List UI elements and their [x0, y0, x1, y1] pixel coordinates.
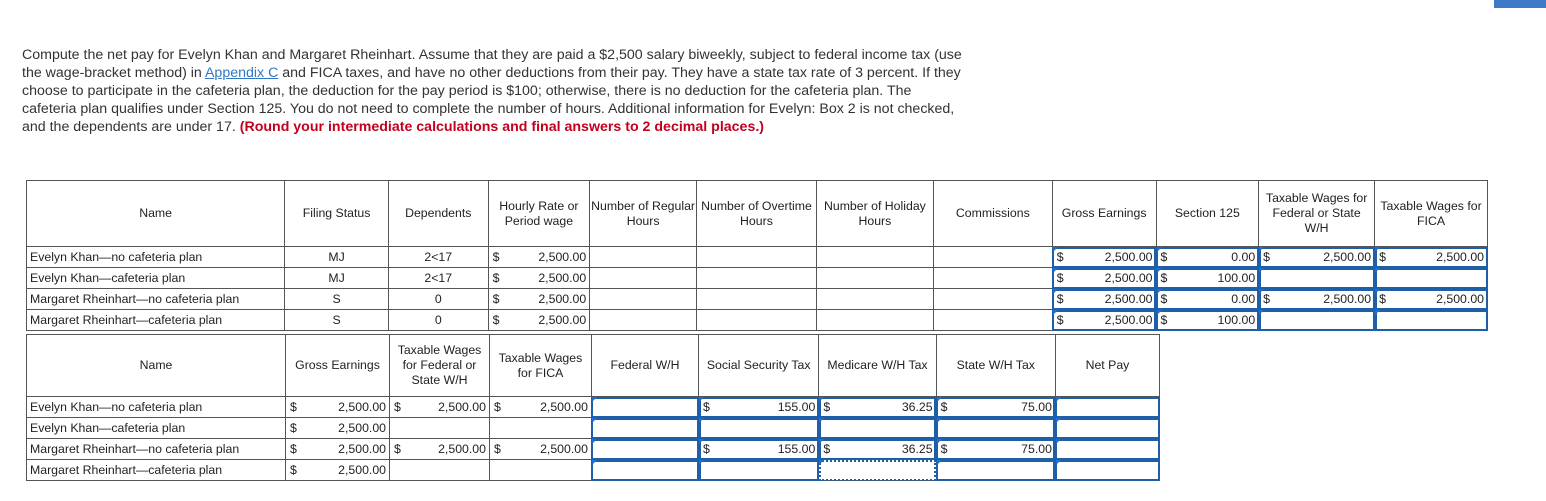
payroll-input-table	[26, 180, 1488, 331]
header-net-pay: Net Pay	[1055, 335, 1159, 397]
currency-symbol: $	[1056, 292, 1064, 306]
taxable-fica	[489, 460, 591, 481]
taxable-fed-input[interactable]	[1259, 247, 1375, 268]
taxable-fica-input[interactable]	[1375, 268, 1488, 289]
gross-earnings	[286, 397, 390, 418]
gross-earnings-value: 2,500.00	[338, 442, 387, 456]
taxable-fed-input-value[interactable]: 2,500.00	[1323, 292, 1372, 306]
header-social-security: Social Security Tax	[699, 335, 819, 397]
taxable-fed-value: 2,500.00	[438, 442, 486, 456]
currency-symbol: $	[1379, 292, 1386, 306]
problem-statement	[22, 46, 967, 136]
state-wh-input[interactable]	[936, 397, 1055, 418]
currency-symbol: $	[703, 400, 710, 414]
employee-name: Margaret Rheinhart—cafeteria plan	[27, 310, 285, 331]
social-security-input[interactable]	[699, 460, 819, 481]
header-taxable-fica: Taxable Wages for FICA	[1375, 181, 1488, 247]
header-holiday-hours: Number of Holiday Hours	[816, 181, 933, 247]
top-accent-bar	[1494, 0, 1546, 8]
currency-symbol: $	[290, 421, 297, 435]
taxable-fica-input-value[interactable]: 2,500.00	[1436, 250, 1484, 264]
table2-header-row	[27, 335, 1160, 397]
commissions-input[interactable]	[933, 268, 1052, 289]
taxable-fica-input-value[interactable]: 2,500.00	[1436, 292, 1484, 306]
header-dependents: Dependents	[388, 181, 488, 247]
taxable-fed	[390, 460, 490, 481]
currency-symbol: $	[823, 400, 831, 414]
taxable-fica	[489, 418, 591, 439]
medicare-input[interactable]	[819, 439, 936, 460]
header-taxable-fed: Taxable Wages for Federal or State W/H	[390, 335, 490, 397]
state-wh-input[interactable]	[936, 418, 1055, 439]
section-125-input[interactable]	[1156, 289, 1259, 310]
gross-earnings-value: 2,500.00	[338, 421, 387, 435]
gross-earnings	[286, 418, 390, 439]
header-gross-earnings: Gross Earnings	[286, 335, 390, 397]
table-row	[27, 247, 1488, 268]
currency-symbol: $	[1160, 271, 1168, 285]
medicare-input[interactable]	[819, 397, 936, 418]
gross-earnings-input[interactable]	[1052, 268, 1156, 289]
taxable-fica-value: 2,500.00	[540, 400, 588, 414]
table-row	[27, 460, 1160, 481]
header-taxable-fica: Taxable Wages for FICA	[489, 335, 591, 397]
currency-symbol: $	[290, 442, 297, 456]
period-wage	[488, 289, 590, 310]
problem-text-continued: and FICA taxes, and have no other deductions from their pay. They have a state tax rate of 3 percent. If they choose to participate in the cafeteria plan, the deduction for the pay period is $100; otherwise, there is no deduction for the cafeteria plan. The cafeteria plan qualifies under Section 125. You do not need to complete the number of hours. Additional information for Evelyn: Box 2 is not checked, and the dependents are under 17.	[22, 65, 961, 135]
currency-symbol: $	[1160, 292, 1168, 306]
social-security-input[interactable]	[699, 439, 819, 460]
currency-symbol: $	[1056, 250, 1064, 264]
filing-status: S	[285, 289, 389, 310]
overtime-hours-input[interactable]	[696, 289, 816, 310]
state-wh-input[interactable]	[936, 460, 1055, 481]
table-row	[27, 289, 1488, 310]
employee-name: Margaret Rheinhart—no cafeteria plan	[27, 439, 286, 460]
dependents: 0	[388, 289, 488, 310]
employee-name: Evelyn Khan—no cafeteria plan	[27, 397, 286, 418]
medicare-input-value[interactable]: 36.25	[901, 442, 933, 456]
header-rate: Hourly Rate or Period wage	[488, 181, 590, 247]
currency-symbol: $	[1263, 292, 1271, 306]
currency-symbol: $	[1056, 313, 1064, 327]
gross-earnings-input-value[interactable]: 2,500.00	[1104, 250, 1153, 264]
rounding-instruction: (Round your intermediate calculations and final answers to 2 decimal places.)	[239, 119, 765, 135]
currency-symbol: $	[492, 250, 500, 264]
header-section-125: Section 125	[1156, 181, 1259, 247]
social-security-input[interactable]	[699, 397, 819, 418]
header-federal-wh: Federal W/H	[591, 335, 698, 397]
table-row	[27, 439, 1160, 460]
net-pay-table	[26, 334, 1160, 481]
net-pay-input[interactable]	[1055, 460, 1159, 481]
period-wage	[488, 268, 590, 289]
social-security-input-value[interactable]: 155.00	[777, 400, 816, 414]
appendix-c-link[interactable]: Appendix C	[204, 65, 279, 81]
taxable-fed-value: 2,500.00	[438, 400, 486, 414]
overtime-hours-input[interactable]	[696, 247, 816, 268]
medicare-input[interactable]	[819, 418, 936, 439]
currency-symbol: $	[703, 442, 710, 456]
gross-earnings	[286, 460, 390, 481]
currency-symbol: $	[1056, 271, 1064, 285]
section-125-input[interactable]	[1156, 268, 1259, 289]
taxable-fed	[390, 439, 490, 460]
gross-earnings-input[interactable]	[1052, 247, 1156, 268]
currency-symbol: $	[493, 400, 501, 414]
federal-wh-input[interactable]	[591, 397, 698, 418]
header-name: Name	[27, 335, 286, 397]
period-wage	[488, 247, 590, 268]
table-row	[27, 310, 1488, 331]
holiday-hours-input[interactable]	[816, 289, 933, 310]
header-regular-hours: Number of Regular Hours	[590, 181, 697, 247]
medicare-input-value[interactable]: 36.25	[901, 400, 933, 414]
header-name: Name	[27, 181, 285, 247]
header-overtime-hours: Number of Overtime Hours	[696, 181, 816, 247]
employee-name: Evelyn Khan—cafeteria plan	[27, 268, 285, 289]
period-wage-value: 2,500.00	[538, 292, 587, 306]
currency-symbol: $	[290, 400, 297, 414]
table1-header-row	[27, 181, 1488, 247]
section-125-input-value[interactable]: 0.00	[1231, 292, 1256, 306]
currency-symbol: $	[1263, 250, 1271, 264]
regular-hours-input[interactable]	[590, 310, 697, 331]
header-state-wh: State W/H Tax	[936, 335, 1055, 397]
state-wh-input-value[interactable]: 75.00	[1021, 442, 1052, 456]
regular-hours-input[interactable]	[590, 247, 697, 268]
state-wh-input-value[interactable]: 75.00	[1021, 400, 1052, 414]
taxable-fica-input[interactable]	[1375, 247, 1488, 268]
currency-symbol: $	[1160, 313, 1168, 327]
currency-symbol: $	[394, 400, 401, 414]
dependents: 0	[388, 310, 488, 331]
section-125-input[interactable]	[1156, 247, 1259, 268]
period-wage-value: 2,500.00	[538, 313, 587, 327]
federal-wh-input[interactable]	[591, 418, 698, 439]
currency-symbol: $	[493, 442, 501, 456]
commissions-input[interactable]	[933, 247, 1052, 268]
overtime-hours-input[interactable]	[696, 310, 816, 331]
table-row	[27, 268, 1488, 289]
employee-name: Evelyn Khan—no cafeteria plan	[27, 247, 285, 268]
currency-symbol: $	[940, 400, 948, 414]
currency-symbol: $	[1160, 250, 1168, 264]
employee-name: Evelyn Khan—cafeteria plan	[27, 418, 286, 439]
net-pay-input[interactable]	[1055, 397, 1159, 418]
net-pay-input[interactable]	[1055, 418, 1159, 439]
net-pay-input[interactable]	[1055, 439, 1159, 460]
gross-earnings-input-value[interactable]: 2,500.00	[1104, 292, 1153, 306]
social-security-input-value[interactable]: 155.00	[777, 442, 816, 456]
gross-earnings-value: 2,500.00	[338, 400, 387, 414]
currency-symbol: $	[290, 463, 297, 477]
table-row	[27, 418, 1160, 439]
period-wage-value: 2,500.00	[538, 271, 587, 285]
holiday-hours-input[interactable]	[816, 268, 933, 289]
section-125-input-value[interactable]: 0.00	[1231, 250, 1256, 264]
federal-wh-input[interactable]	[591, 460, 698, 481]
taxable-fed-input[interactable]	[1259, 268, 1375, 289]
filing-status: MJ	[285, 268, 389, 289]
filing-status: S	[285, 310, 389, 331]
federal-wh-input[interactable]	[591, 439, 698, 460]
header-taxable-fed: Taxable Wages for Federal or State W/H	[1259, 181, 1375, 247]
table-row	[27, 397, 1160, 418]
taxable-fed-input-value[interactable]: 2,500.00	[1323, 250, 1372, 264]
state-wh-input[interactable]	[936, 439, 1055, 460]
taxable-fica	[489, 439, 591, 460]
holiday-hours-input[interactable]	[816, 310, 933, 331]
regular-hours-input[interactable]	[590, 268, 697, 289]
currency-symbol: $	[940, 442, 948, 456]
commissions-input[interactable]	[933, 310, 1052, 331]
taxable-fica-input[interactable]	[1375, 289, 1488, 310]
gross-earnings	[286, 439, 390, 460]
taxable-fica	[489, 397, 591, 418]
filing-status: MJ	[285, 247, 389, 268]
holiday-hours-input[interactable]	[816, 247, 933, 268]
period-wage	[488, 310, 590, 331]
taxable-fed-input[interactable]	[1259, 310, 1375, 331]
gross-earnings-input[interactable]	[1052, 310, 1156, 331]
medicare-input[interactable]	[819, 460, 936, 481]
taxable-fica-input[interactable]	[1375, 310, 1488, 331]
currency-symbol: $	[492, 292, 500, 306]
header-gross-earnings: Gross Earnings	[1052, 181, 1156, 247]
section-125-input-value[interactable]: 100.00	[1217, 313, 1256, 327]
currency-symbol: $	[492, 271, 500, 285]
header-filing-status: Filing Status	[285, 181, 389, 247]
gross-earnings-input-value[interactable]: 2,500.00	[1104, 313, 1153, 327]
header-medicare: Medicare W/H Tax	[819, 335, 936, 397]
currency-symbol: $	[492, 313, 500, 327]
dependents: 2<17	[388, 247, 488, 268]
taxable-fed	[390, 418, 490, 439]
gross-earnings-value: 2,500.00	[338, 463, 387, 477]
header-commissions: Commissions	[933, 181, 1052, 247]
section-125-input[interactable]	[1156, 310, 1259, 331]
taxable-fed-input[interactable]	[1259, 289, 1375, 310]
currency-symbol: $	[1379, 250, 1386, 264]
employee-name: Margaret Rheinhart—cafeteria plan	[27, 460, 286, 481]
problem-text: Compute the net pay for Evelyn Khan and Margaret Rheinhart. Assume that they are paid a $2,500 salary biweekly, subject to federal income tax (use the wage-bracket method) in	[22, 47, 962, 81]
dependents: 2<17	[388, 268, 488, 289]
commissions-input[interactable]	[933, 289, 1052, 310]
taxable-fed	[390, 397, 490, 418]
period-wage-value: 2,500.00	[538, 250, 587, 264]
overtime-hours-input[interactable]	[696, 268, 816, 289]
taxable-fica-value: 2,500.00	[540, 442, 588, 456]
section-125-input-value[interactable]: 100.00	[1217, 271, 1256, 285]
employee-name: Margaret Rheinhart—no cafeteria plan	[27, 289, 285, 310]
currency-symbol: $	[394, 442, 401, 456]
currency-symbol: $	[823, 442, 831, 456]
gross-earnings-input[interactable]	[1052, 289, 1156, 310]
social-security-input[interactable]	[699, 418, 819, 439]
gross-earnings-input-value[interactable]: 2,500.00	[1104, 271, 1153, 285]
regular-hours-input[interactable]	[590, 289, 697, 310]
